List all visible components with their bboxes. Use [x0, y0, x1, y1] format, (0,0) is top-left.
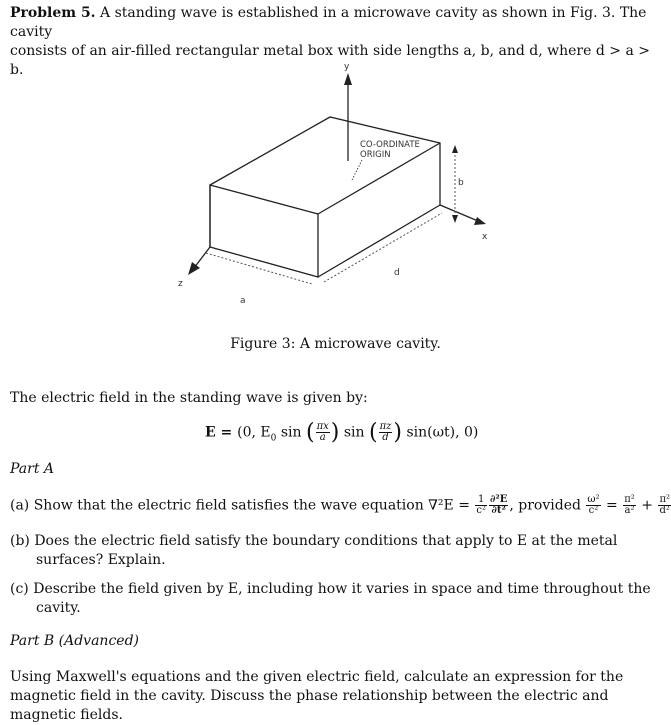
question-a — [10, 494, 671, 516]
dimension-b-arrow-up-icon — [452, 145, 458, 153]
qa-eq: = — [601, 497, 623, 514]
origin-pointer — [352, 160, 362, 180]
qa-plus: + — [636, 497, 658, 514]
dimension-a-line — [206, 253, 312, 284]
dimension-b-arrow-down-icon — [452, 215, 458, 223]
qa-frac5-den: d² — [659, 505, 670, 516]
x-axis-label: x — [482, 232, 488, 242]
eq-tail: sin(ωt), 0) — [402, 424, 479, 441]
eq-num2: πz — [379, 421, 392, 432]
dimension-a-label: a — [240, 296, 246, 306]
eq-sin2: sin — [339, 424, 369, 441]
part-b-text: Using Maxwell's equations and the given electric field, calculate an expression for the magnetic field in the cavity. Discuss the phase relationship between the electric and magnetic fields. — [10, 669, 624, 723]
eq-sub0: 0 — [270, 433, 277, 444]
x-axis — [440, 205, 478, 221]
question-b: (b) Does the electric field satisfy the boundary conditions that apply to E at the metal surfaces? Explain. — [10, 533, 618, 568]
box-front-face — [210, 185, 318, 277]
z-axis — [194, 247, 210, 268]
qa-frac5-num: π² — [659, 494, 671, 505]
problem-label: Problem 5. — [10, 5, 96, 21]
problem-intro-line1: A standing wave is established in a microwave cavity as shown in Fig. 3. The cavity — [10, 5, 647, 40]
field-intro: The electric field in the standing wave is given by: — [10, 390, 368, 406]
qa-frac4-den: a² — [624, 505, 635, 516]
z-axis-arrow-icon — [188, 262, 200, 275]
y-axis-label: y — [344, 62, 350, 72]
qa-frac1-num: 1 — [475, 495, 487, 506]
box-back-top-edges — [210, 117, 440, 205]
qa-prefix: (a) Show that the electric field satisfies the wave equation ∇²E = — [10, 497, 475, 514]
qa-frac4-num: π² — [624, 494, 635, 505]
qa-mid: , provided — [509, 497, 586, 514]
microwave-cavity-figure — [170, 55, 500, 325]
qa-frac2-den: ∂t² — [491, 505, 506, 516]
z-axis-label: z — [178, 279, 183, 289]
problem-intro-line2: consists of an air-filled rectangular metal box with side lengths a, b, and d, where d > a > b. — [10, 43, 650, 78]
figure-caption: Figure 3: A microwave cavity. — [230, 336, 441, 352]
qa-frac1-den: c² — [476, 505, 487, 516]
origin-label-line2: ORIGIN — [360, 150, 391, 160]
box-bottom-right-edge — [318, 205, 440, 277]
y-axis-arrow-icon — [344, 73, 352, 85]
part-b-heading: Part B (Advanced) — [10, 633, 140, 649]
qa-frac3-den: c² — [588, 505, 599, 516]
question-c: (c) Describe the field given by E, including how it varies in space and time throughout the cavity. — [10, 581, 651, 616]
eq-open: (0, E — [237, 424, 271, 441]
qa-frac2-num: ∂²E — [490, 494, 508, 505]
dimension-d-line — [324, 213, 442, 282]
dimension-d-label: d — [394, 268, 400, 278]
eq-num1: πx — [316, 421, 329, 432]
dimension-b-label: b — [458, 178, 464, 188]
eq-den2: d — [382, 432, 389, 443]
part-a-heading: Part A — [10, 461, 55, 477]
electric-field-equation: E = (0, $E_0$ sin ( $\frac{\pi x}{a}$ ) sin ( $\frac{\pi z}{d}$ ) sin(ωt), 0) — [205, 420, 479, 445]
origin-label-line1: CO-ORDINATE — [360, 140, 420, 150]
eq-sin1: sin — [276, 424, 306, 441]
eq-lhs: E = — [205, 424, 238, 441]
eq-den1: a — [319, 432, 326, 443]
x-axis-arrow-icon — [474, 217, 486, 225]
qa-frac3-num: ω² — [587, 494, 600, 505]
